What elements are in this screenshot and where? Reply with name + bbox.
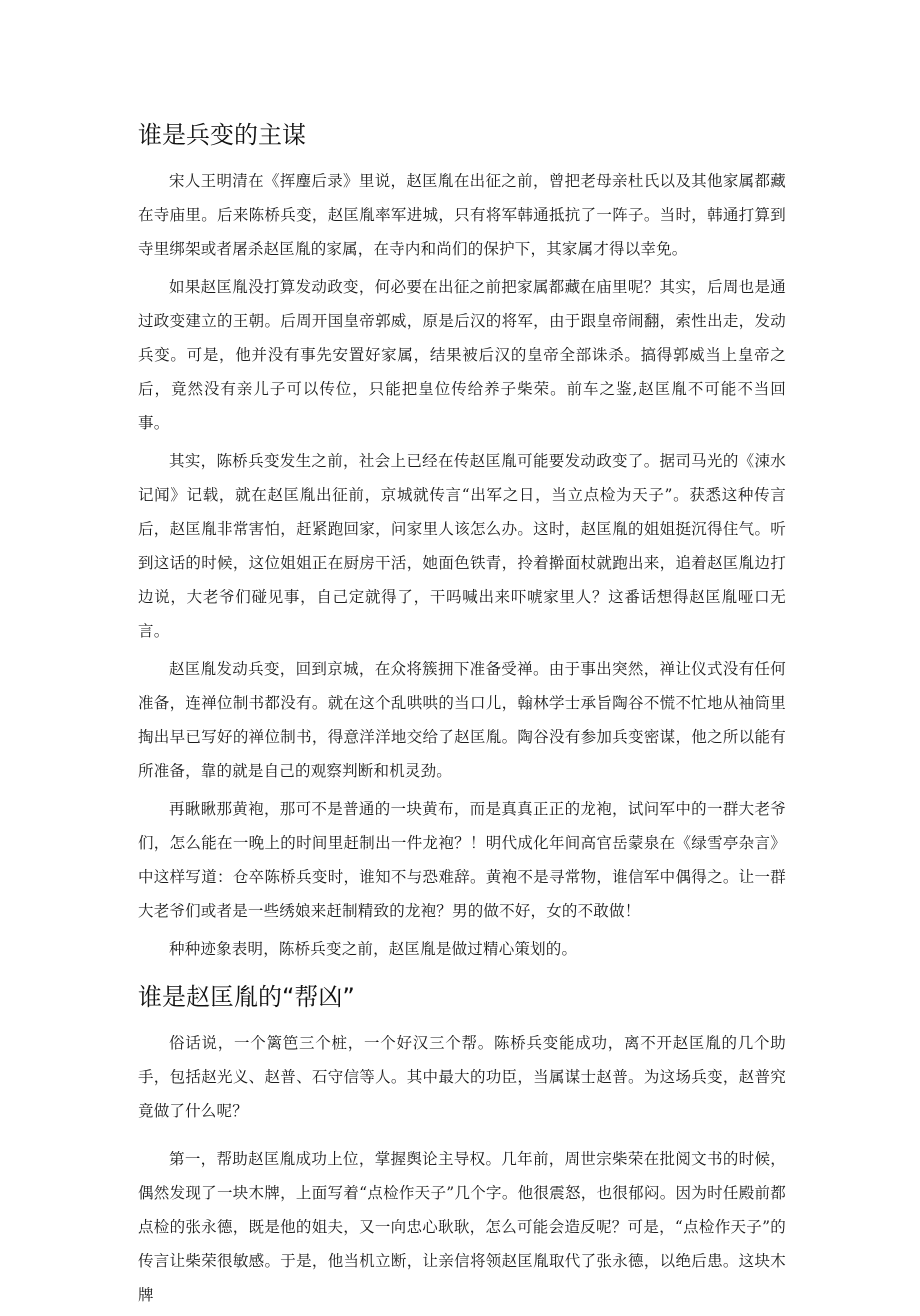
- paragraph: 赵匡胤发动兵变，回到京城，在众将簇拥下准备受禅。由于事出突然，禅让仪式没有任何准备，连禅位制书都没有。就在这个乱哄哄的当口儿，翰林学士承旨陶谷不慌不忙地从袖筒里掏出早已写好的禅位制书，得意洋洋地交给了赵匡胤。陶谷没有参加兵变密谋，他之所以能有所准备，靠的就是自己的观察判断和机灵劲。: [138, 660, 786, 780]
- paragraph: 再瞅瞅那黄袍，那可不是普通的一块黄布，而是真真正正的龙袍，试问军中的一群大老爷们，怎么能在一晚上的时间里赶制出一件龙袍？！明代成化年间高官岳蒙泉在《绿雪亭杂言》中这样写道：仓卒陈桥兵变时，谁知不与恐难辞。黄袍不是寻常物，谁信军中偶得之。让一群大老爷们或者是一些绣娘来赶制精致的龙袍？男的做不好，女的不敢做！: [138, 800, 786, 920]
- section-heading-mastermind: 谁是兵变的主谋: [138, 121, 306, 149]
- paragraph: 种种迹象表明，陈桥兵变之前，赵匡胤是做过精心策划的。: [169, 940, 578, 958]
- section-heading-accomplices: 谁是赵匡胤的“帮凶”: [138, 983, 355, 1011]
- paragraph: 第一，帮助赵匡胤成功上位，掌握舆论主导权。几年前，周世宗柴荣在批阅文书的时候，偶然发现了一块木牌，上面写着“点检作天子”几个字。他很震怒，也很郁闷。因为时任殿前都点检的张永德，既是他的姐夫，又一向忠心耿耿，怎么可能会造反呢？可是，“点检作天子”的传言让柴荣很敏感。于是，他当机立断，让亲信将领赵匡胤取代了张永德，以绝后患。这块木牌: [138, 1150, 786, 1304]
- paragraph: 俗话说，一个篱笆三个桩，一个好汉三个帮。陈桥兵变能成功，离不开赵匡胤的几个助手，包括赵光义、赵普、石守信等人。其中最大的功臣，当属谋士赵普。为这场兵变，赵普究竟做了什么呢？: [138, 1034, 786, 1120]
- document-page: [138, 118, 786, 1316]
- paragraph: 如果赵匡胤没打算发动政变，何必要在出征之前把家属都藏在庙里呢？其实，后周也是通过政变建立的王朝。后周开国皇帝郭威，原是后汉的将军，由于跟皇帝闹翻，索性出走，发动兵变。可是，他并没有事先安置好家属，结果被后汉的皇帝全部诛杀。搞得郭威当上皇帝之后，竟然没有亲儿子可以传位，只能把皇位传给养子柴荣。前车之鉴,赵匡胤不可能不当回事。: [138, 278, 786, 432]
- paragraph: 其实，陈桥兵变发生之前，社会上已经在传赵匡胤可能要发动政变了。据司马光的《涑水记闻》记载，就在赵匡胤出征前，京城就传言“出军之日，当立点检为天子”。获悉这种传言后，赵匡胤非常害怕，赶紧跑回家，问家里人该怎么办。这时，赵匡胤的姐姐挺沉得住气。听到这话的时候，这位姐姐正在厨房干活，她面色铁青，拎着擀面杖就跑出来，追着赵匡胤边打边说，大老爷们碰见事，自己定就得了，干吗喊出来吓唬家里人？这番话想得赵匡胤哑口无言。: [138, 452, 786, 640]
- paragraph: 宋人王明清在《挥麈后录》里说，赵匡胤在出征之前，曾把老母亲杜氏以及其他家属都藏在寺庙里。后来陈桥兵变，赵匡胤率军进城，只有将军韩通抵抗了一阵子。当时，韩通打算到寺里绑架或者屠杀赵匡胤的家属，在寺内和尚们的保护下，其家属才得以幸免。: [138, 172, 786, 258]
